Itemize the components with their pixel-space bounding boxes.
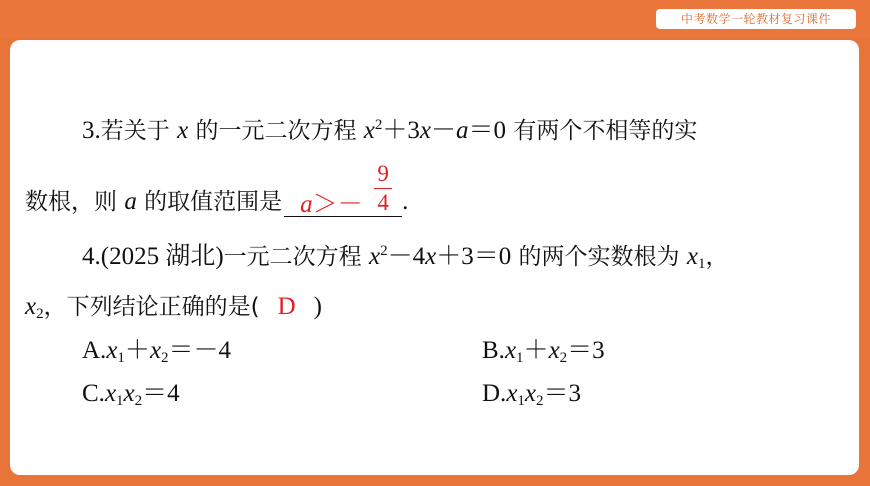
equation-part: ＝0 xyxy=(468,117,507,144)
variable: x xyxy=(419,117,432,144)
exponent: 2 xyxy=(380,243,388,259)
period: . xyxy=(402,188,409,215)
question-number: 4.(2025 湖北) xyxy=(82,243,224,270)
option-c xyxy=(82,379,180,409)
option-label: B. xyxy=(482,337,505,364)
equation-part: ＝－4 xyxy=(168,337,232,364)
variable: x xyxy=(177,117,189,144)
subscript: 2 xyxy=(161,350,169,366)
variable: x xyxy=(104,380,117,407)
course-tag: 中考数学一轮教材复习课件 xyxy=(656,9,856,29)
option-label: A. xyxy=(82,337,107,364)
variable: x xyxy=(506,380,518,407)
variable: x xyxy=(123,380,135,407)
option-d xyxy=(482,379,581,409)
question-text: 若关于 xyxy=(100,118,178,144)
answer-variable: a xyxy=(300,191,313,218)
operator: ＋ xyxy=(124,337,150,364)
operator: ＋ xyxy=(523,337,549,364)
top-bar xyxy=(0,0,870,38)
answer-choice: D xyxy=(277,293,296,320)
variable: x xyxy=(425,243,437,270)
question-text: 数根，则 xyxy=(25,189,125,215)
answer-fraction xyxy=(374,162,392,215)
subscript: 1 xyxy=(517,393,525,409)
equation-part: － xyxy=(431,117,457,144)
content-card xyxy=(10,40,859,475)
variable: x xyxy=(363,117,375,144)
variable: a xyxy=(456,117,469,144)
subscript: 2 xyxy=(134,393,143,409)
fraction-numerator: 9 xyxy=(377,161,389,186)
variable: x xyxy=(106,337,118,364)
option-b xyxy=(482,336,605,366)
variable: x xyxy=(524,380,537,407)
question-text: 的一元二次方程 xyxy=(188,118,364,144)
question-text: ，下列结论正确的是( xyxy=(43,294,260,320)
question-number: 3. xyxy=(82,117,101,144)
question-3-line-2 xyxy=(25,161,409,218)
variable: x xyxy=(504,337,517,364)
subscript: 1 xyxy=(516,350,524,366)
option-label: C. xyxy=(82,380,105,407)
equation-part: ＋3＝0 xyxy=(436,243,512,270)
subscript: 2 xyxy=(36,306,44,322)
question-text: 的两个实数根为 xyxy=(511,244,687,270)
fraction-bar xyxy=(374,188,392,189)
question-3-line-1 xyxy=(82,116,697,146)
equation-part: ＋3 xyxy=(382,117,420,144)
option-a xyxy=(82,336,231,366)
variable: x xyxy=(368,243,381,270)
subscript: 1 xyxy=(117,350,125,366)
option-label: D. xyxy=(482,380,507,407)
punctuation: ) xyxy=(313,293,322,320)
answer-relation: ＞－ xyxy=(312,191,363,218)
equation-part: ＝3 xyxy=(567,337,605,364)
question-4-line-1 xyxy=(82,242,728,272)
equation-part: ＝4 xyxy=(142,380,180,407)
equation-part: －4 xyxy=(387,243,426,270)
question-text: 有两个不相等的实 xyxy=(506,118,698,144)
exponent: 2 xyxy=(374,117,383,133)
equation-part: ＝3 xyxy=(543,380,582,407)
question-4-line-2 xyxy=(25,292,322,322)
subscript: 1 xyxy=(116,393,124,409)
variable: x xyxy=(25,293,37,320)
punctuation: ， xyxy=(705,244,729,270)
question-text: 一元二次方程 xyxy=(223,244,369,270)
subscript: 1 xyxy=(697,256,706,272)
fraction-denominator: 4 xyxy=(377,190,389,215)
variable: x xyxy=(686,243,698,270)
variable: a xyxy=(124,188,137,215)
subscript: 2 xyxy=(559,350,568,366)
subscript: 2 xyxy=(536,393,544,409)
variable: x xyxy=(548,337,560,364)
variable: x xyxy=(149,337,162,364)
answer-blank xyxy=(284,161,402,218)
question-text: 的取值范围是 xyxy=(136,189,283,215)
